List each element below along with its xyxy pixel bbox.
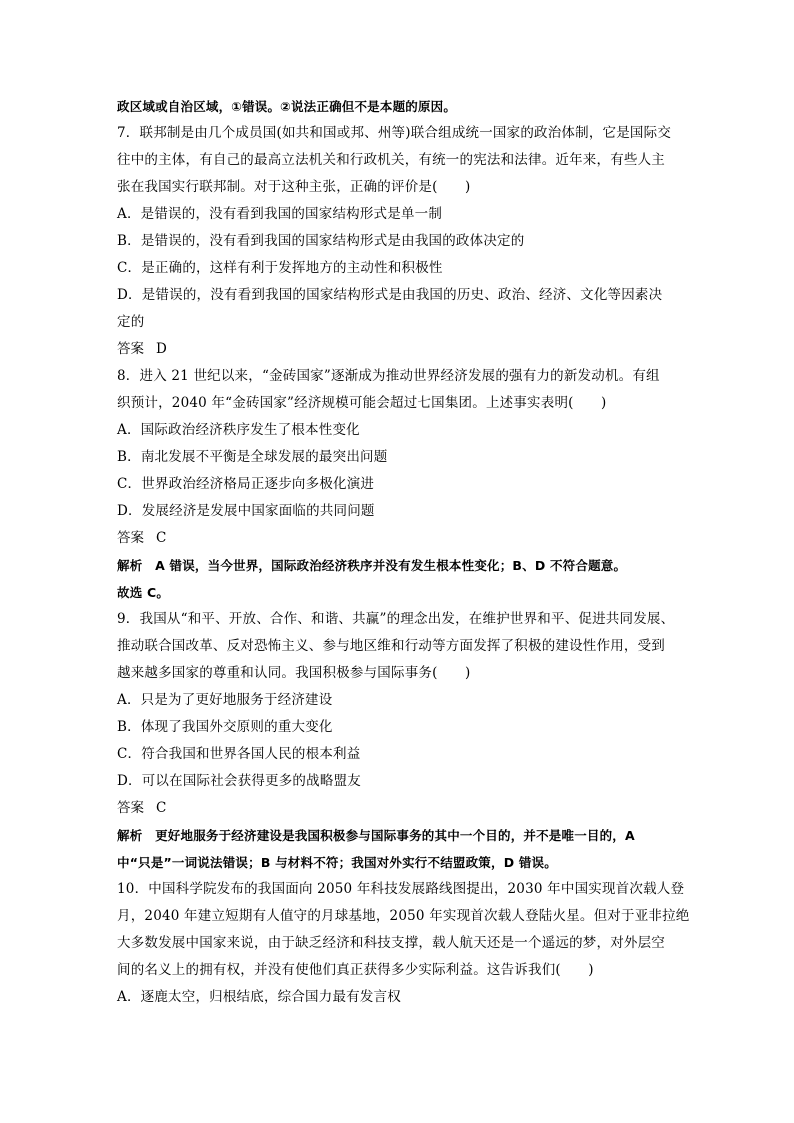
answer-value: C (156, 800, 167, 816)
option-d-continuation: 定的 (117, 314, 145, 330)
answer-row (117, 525, 679, 552)
option-a: A．国际政治经济秩序发生了根本性变化 (117, 422, 360, 438)
analysis-line: 解析 A 错误，当今世界，国际政治经济秩序并没有发生根本性变化；B、D 不符合题意。 (117, 558, 627, 573)
question-stem-line: 织预计，2040 年“金砖国家”经济规模可能会超过七国集团。上述事实表明( ) (117, 395, 607, 411)
analysis-continuation: 政区域或自治区域，①错误。②说法正确但不是本题的原因。 (117, 99, 457, 114)
option-b: B．是错误的，没有看到我国的国家结构形式是由我国的政体决定的 (117, 233, 525, 249)
question-stem-line: 往中的主体，有自己的最高立法机关和行政机关，有统一的宪法和法律。近年来，有些人主 (117, 152, 665, 168)
option-d: D．是错误的，没有看到我国的国家结构形式是由我国的历史、政治、经济、文化等因素决 (117, 287, 663, 303)
question-8 (117, 363, 679, 606)
question-stem-line: 月，2040 年建立短期有人值守的月球基地，2050 年实现首次载人登陆火星。但对于亚非拉绝 (117, 908, 690, 924)
question-9 (117, 606, 679, 876)
option-b: B．体现了我国外交原则的重大变化 (117, 719, 333, 735)
question-stem-line: 7．联邦制是由几个成员国(如共和国或邦、州等)联合组成统一国家的政治体制，它是国际交 (117, 125, 672, 141)
question-stem-line: 大多数发展中国家来说，由于缺乏经济和科技支撑，载人航天还是一个遥远的梦，对外层空 (117, 935, 665, 951)
question-stem-line: 9．我国从“和平、开放、合作、和谐、共赢”的理念出发，在维护世界和平、促进共同发展、 (117, 611, 675, 627)
option-a: A．只是为了更好地服务于经济建设 (117, 692, 333, 708)
answer-label: 答案 (117, 800, 144, 816)
analysis-line: 中“只是”一词说法错误；B 与材料不符；我国对外实行不结盟政策，D 错误。 (117, 855, 557, 870)
question-stem-line: 间的名义上的拥有权，并没有使他们真正获得多少实际利益。这告诉我们( ) (117, 962, 594, 978)
question-stem-line: 越来越多国家的尊重和认同。我国积极参与国际事务( ) (117, 665, 471, 681)
answer-value: D (156, 341, 167, 357)
document-page (117, 93, 690, 1011)
option-c: C．是正确的，这样有利于发挥地方的主动性和积极性 (117, 260, 443, 276)
question-stem-line: 推动联合国改革、反对恐怖主义、参与地区维和行动等方面发挥了积极的建设性作用，受到 (117, 638, 665, 654)
option-c: C．符合我国和世界各国人民的根本利益 (117, 746, 361, 762)
question-7 (117, 120, 679, 363)
answer-row (117, 336, 679, 363)
answer-row (117, 795, 679, 822)
option-b: B．南北发展不平衡是全球发展的最突出问题 (117, 449, 388, 465)
answer-label: 答案 (117, 341, 144, 357)
analysis-line: 故选 C。 (117, 585, 170, 600)
option-d: D．发展经济是发展中国家面临的共同问题 (117, 503, 375, 519)
question-stem-line: 8．进入 21 世纪以来，“金砖国家”逐渐成为推动世界经济发展的强有力的新发动机。有组 (117, 368, 660, 384)
question-stem-line: 张在我国实行联邦制。对于这种主张，正确的评价是( ) (117, 179, 471, 195)
answer-value: C (156, 530, 167, 546)
option-c: C．世界政治经济格局正逐步向多极化演进 (117, 476, 375, 492)
option-a: A．是错误的，没有看到我国的国家结构形式是单一制 (117, 206, 443, 222)
option-a: A．逐鹿太空，归根结底，综合国力最有发言权 (117, 989, 401, 1005)
option-d: D．可以在国际社会获得更多的战略盟友 (117, 773, 361, 789)
analysis-line: 解析 更好地服务于经济建设是我国积极参与国际事务的其中一个目的，并不是唯一目的，A (117, 828, 635, 843)
question-stem-line: 10．中国科学院发布的我国面向 2050 年科技发展路线图提出，2030 年中国实现首次载人登 (117, 881, 685, 897)
answer-label: 答案 (117, 530, 144, 546)
question-10 (117, 876, 690, 1011)
